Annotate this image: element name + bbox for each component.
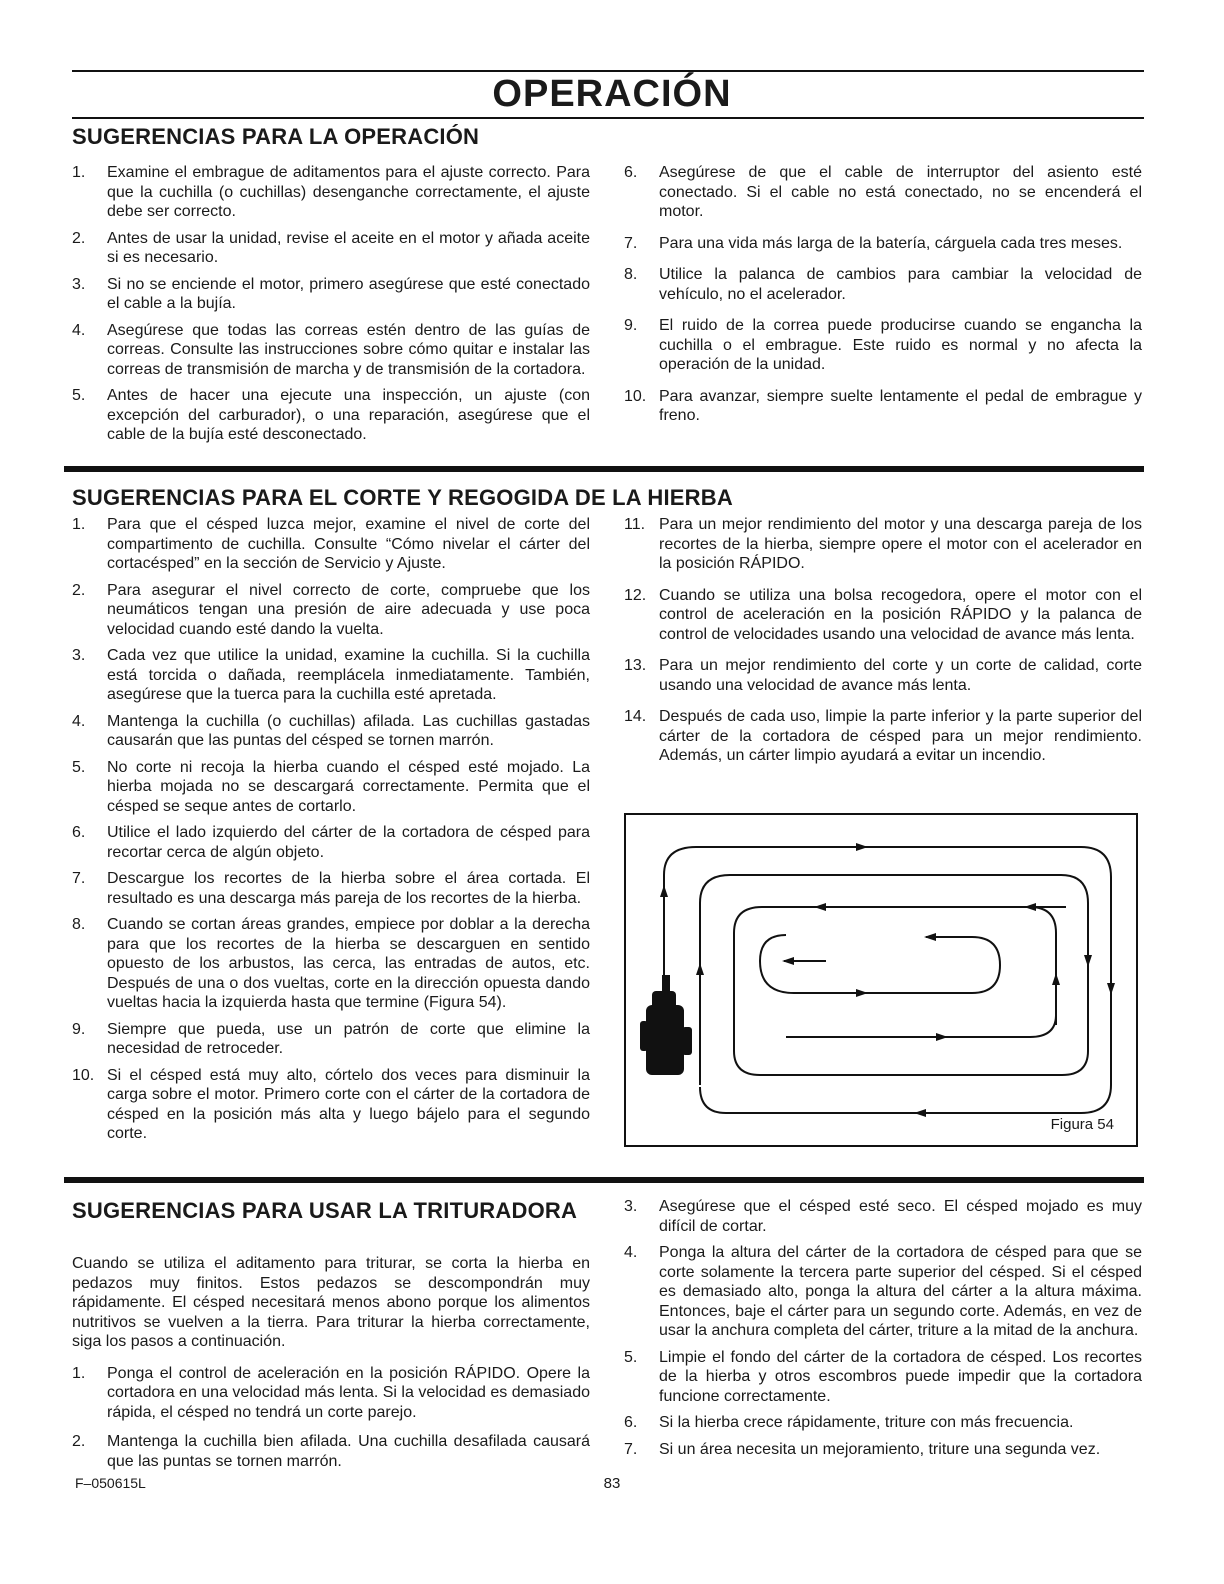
item-number: 4. xyxy=(72,321,86,339)
item-number: 9. xyxy=(72,1020,86,1038)
item-number: 1. xyxy=(72,1364,86,1382)
item-text: Cada vez que utilice la unidad, examine la cuchilla. Si la cuchilla está torcida o dañada, reemplácela inmediatamente. También, asegúrese que la tuerca para la cuchilla esté apretada. xyxy=(107,647,590,703)
item-number: 5. xyxy=(72,758,86,776)
item-number: 12. xyxy=(624,586,647,604)
item-number: 3. xyxy=(624,1198,638,1215)
section2-right-column xyxy=(624,515,1142,773)
pattern-path-third xyxy=(734,907,1056,1037)
item-number: 13. xyxy=(624,657,647,674)
page-number: 83 xyxy=(603,1475,621,1492)
item-number: 10. xyxy=(624,387,647,405)
item-number: 3. xyxy=(72,647,86,664)
list-item xyxy=(624,265,1142,304)
list-item xyxy=(72,915,590,1013)
item-text: Para avanzar, siempre suelte lentamente el pedal de embrague y freno. xyxy=(659,387,1142,424)
item-text: Para que el césped luzca mejor, examine el nivel de corte del compartimento de cuchilla. Consulte “Cómo nivelar el cárter del cortacésped” en la sección de Servicio y Ajuste. xyxy=(107,516,590,572)
item-text: Limpie el fondo del cárter de la cortadora de césped. Los recortes de la hierba y otros escombros puede impedir que la cortadora funcione correctamente. xyxy=(659,1348,1142,1405)
section3-right-column xyxy=(624,1197,1142,1466)
list-item xyxy=(72,275,590,314)
section3-left-column xyxy=(72,1254,590,1478)
list-item xyxy=(624,707,1142,766)
item-text: Para un mejor rendimiento del motor y una descarga pareja de los recortes de la hierba, siempre opere el motor con el acelerador en la posición RÁPIDO. xyxy=(659,516,1142,572)
item-text: Siempre que pueda, use un patrón de corte que elimine la necesidad de retroceder. xyxy=(107,1020,590,1057)
item-text: Ponga el control de aceleración en la posición RÁPIDO. Opere la cortadora en una velocidad más lenta. Si la velocidad es demasiado rápida, el césped no tendrá un corte parejo. xyxy=(107,1364,590,1421)
item-number: 5. xyxy=(72,387,86,404)
item-text: Si la hierba crece rápidamente, triture con más frecuencia. xyxy=(659,1414,1074,1431)
list-item xyxy=(72,646,590,705)
item-text: Mantenga la cuchilla bien afilada. Una cuchilla desafilada causará que las puntas se tornen marrón. xyxy=(107,1433,590,1470)
item-number: 9. xyxy=(624,317,638,334)
item-text: Antes de usar la unidad, revise el aceite en el motor y añada aceite si es necesario. xyxy=(107,229,590,266)
item-text: Utilice el lado izquierdo del cárter de la cortadora de césped para recortar cerca de algún objeto. xyxy=(107,824,590,861)
item-text: Antes de hacer una ejecute una inspección, un ajuste (con excepción del carburador), o una reparación, asegúrese que el cable de la bujía esté desconectado. xyxy=(107,387,590,443)
item-text: Cuando se utiliza una bolsa recogedora, opere el motor con el control de aceleración en la posición RÁPIDO y la palanca de control de velocidades usando una velocidad de avance más lenta. xyxy=(659,586,1142,643)
item-text: Cuando se cortan áreas grandes, empiece por doblar a la derecha para que los recortes de la hierba se descarguen en sentido opuesto de los arbustos, las cerca, las entradas de autos, etc. Después de una o dos vueltas, corte en la dirección opuesta dando vueltas hacia la izquierda hasta que termine (Figura 54). xyxy=(107,916,590,1011)
section3-heading: SUGERENCIAS PARA USAR LA TRITURADORA xyxy=(72,1198,578,1223)
section3-left-list xyxy=(72,1364,590,1472)
list-item xyxy=(624,1197,1142,1236)
item-text: Descargue los recortes de la hierba sobre el área cortada. El resultado es una descarga más pareja de los recortes de la hierba. xyxy=(107,870,590,907)
list-item xyxy=(72,1066,590,1144)
item-text: Si un área necesita un mejoramiento, triture una segunda vez. xyxy=(659,1440,1101,1458)
section2-right-list xyxy=(624,515,1142,766)
section-divider xyxy=(64,466,1144,472)
item-text: Ponga la altura del cárter de la cortadora de césped para que se corte solamente la tercera parte superior del césped. Si el césped es demasiado alto, ponga la altura del cárter a la altura máxima. Entonces, baje el cárter para un segundo corte. Además, en vez de usar la anchura completa del cárter, triture a la mitad de la anchura. xyxy=(659,1244,1142,1339)
item-text: Examine el embrague de aditamentos para el ajuste correcto. Para que la cuchilla (o cuchillas) desenganche correctamente, el ajuste debe ser correcto. xyxy=(107,164,590,220)
item-text: Asegúrese que todas las correas estén dentro de las guías de correas. Consulte las instrucciones sobre cómo quitar e instalar las correas de transmisión de marcha y de transmisión de la cortadora. xyxy=(107,321,590,378)
section1-right-column xyxy=(624,163,1142,433)
section1-heading: SUGERENCIAS PARA LA OPERACIÓN xyxy=(72,124,480,149)
list-item xyxy=(624,163,1142,222)
list-item xyxy=(624,387,1142,426)
item-number: 2. xyxy=(72,581,86,599)
list-item xyxy=(72,581,590,640)
figure-54 xyxy=(624,813,1138,1147)
item-text: Para un mejor rendimiento del corte y un corte de calidad, corte usando una velocidad de avance más lenta. xyxy=(659,657,1142,694)
item-text: No corte ni recoja la hierba cuando el césped esté mojado. La hierba mojada no se descargará correctamente. Permita que el césped se seque antes de cortarlo. xyxy=(107,758,590,815)
list-item xyxy=(624,586,1142,645)
section3-intro: Cuando se utiliza el aditamento para triturar, se corta la hierba en pedazos muy finitos. Estos pedazos se descompondrán muy rápidamente. El césped necesitará menos abono porque los alimentos nutritivos se vuelven a la tierra. Para triturar la hierba correctamente, siga los pasos a continuación. xyxy=(72,1255,590,1350)
pattern-path-inner xyxy=(760,935,1000,993)
item-number: 7. xyxy=(624,1440,638,1458)
list-item xyxy=(624,1440,1142,1460)
section2-heading: SUGERENCIAS PARA EL CORTE Y REGOGIDA DE LA HIERBA xyxy=(72,485,733,510)
list-item xyxy=(72,229,590,268)
item-number: 11. xyxy=(624,516,646,533)
list-item xyxy=(624,656,1142,695)
list-item xyxy=(72,1364,590,1423)
item-number: 7. xyxy=(72,870,86,887)
list-item xyxy=(72,712,590,751)
list-item xyxy=(72,321,590,380)
item-number: 2. xyxy=(72,229,86,247)
list-item xyxy=(624,1243,1142,1341)
section1-left-list xyxy=(72,163,590,445)
list-item xyxy=(624,316,1142,375)
list-item xyxy=(624,515,1142,574)
section2-left-list xyxy=(72,515,590,1144)
section-divider xyxy=(64,1177,1144,1183)
item-number: 10. xyxy=(72,1066,95,1084)
item-number: 4. xyxy=(72,712,86,730)
list-item xyxy=(72,515,590,574)
item-text: Utilice la palanca de cambios para cambiar la velocidad de vehículo, no el acelerador. xyxy=(659,266,1142,303)
item-number: 7. xyxy=(624,234,638,252)
item-number: 2. xyxy=(72,1433,86,1450)
mowing-pattern-diagram xyxy=(626,815,1136,1145)
list-item xyxy=(72,823,590,862)
section3-right-list xyxy=(624,1197,1142,1459)
section1-left-column xyxy=(72,163,590,452)
item-text: Para asegurar el nivel correcto de corte, compruebe que los neumáticos tengan una presión de aire adecuada y use poca velocidad cuando esté dando la vuelta. xyxy=(107,581,590,638)
item-text: Para una vida más larga de la batería, cárguela cada tres meses. xyxy=(659,234,1123,252)
document-code: F–050615L xyxy=(75,1475,146,1491)
list-item xyxy=(72,163,590,222)
item-text: Mantenga la cuchilla (o cuchillas) afilada. Las cuchillas gastadas causarán que las puntas del césped se tornen marrón. xyxy=(107,712,590,749)
item-number: 1. xyxy=(72,164,86,181)
item-text: Asegúrese que el césped esté seco. El césped mojado es muy difícil de cortar. xyxy=(659,1198,1142,1235)
item-number: 4. xyxy=(624,1244,638,1261)
section2-left-column xyxy=(72,515,590,1151)
item-number: 3. xyxy=(72,275,86,293)
list-item xyxy=(624,1413,1142,1433)
pattern-path-outer xyxy=(664,847,1111,1113)
list-item xyxy=(624,234,1142,254)
item-number: 5. xyxy=(624,1348,638,1366)
title-rule-bottom xyxy=(72,117,1144,119)
item-number: 8. xyxy=(624,266,638,283)
item-number: 6. xyxy=(72,824,86,841)
list-item xyxy=(72,869,590,908)
section1-right-list xyxy=(624,163,1142,426)
list-item xyxy=(72,758,590,817)
list-item xyxy=(72,1020,590,1059)
item-text: El ruido de la correa puede producirse cuando se engancha la cuchilla o el embrague. Este ruido es normal y no afecta la operación de la unidad. xyxy=(659,317,1142,373)
item-number: 1. xyxy=(72,516,86,533)
item-text: Si no se enciende el motor, primero asegúrese que esté conectado el cable a la bujía. xyxy=(107,275,590,312)
list-item xyxy=(72,1432,590,1471)
list-item xyxy=(624,1348,1142,1407)
item-number: 14. xyxy=(624,708,647,725)
item-text: Después de cada uso, limpie la parte inferior y la parte superior del cárter de la cortadora de césped para un mejor rendimiento. Además, un cárter limpio ayudará a evitar un incendio. xyxy=(659,708,1142,764)
item-number: 6. xyxy=(624,1414,638,1431)
figure-caption: Figura 54 xyxy=(1050,1116,1114,1133)
item-text: Si el césped está muy alto, córtelo dos veces para disminuir la carga sobre el motor. Primero corte con el cárter de la cortadora de césped en la posición más alta y luego bájelo para el segundo corte. xyxy=(107,1066,590,1142)
item-number: 6. xyxy=(624,164,638,181)
page-title: OPERACIÓN xyxy=(492,73,732,115)
list-item xyxy=(72,386,590,445)
mower-icon xyxy=(640,975,692,1075)
item-text: Asegúrese de que el cable de interruptor del asiento esté conectado. Si el cable no está conectado, no se encenderá el motor. xyxy=(659,164,1142,220)
item-number: 8. xyxy=(72,916,86,933)
